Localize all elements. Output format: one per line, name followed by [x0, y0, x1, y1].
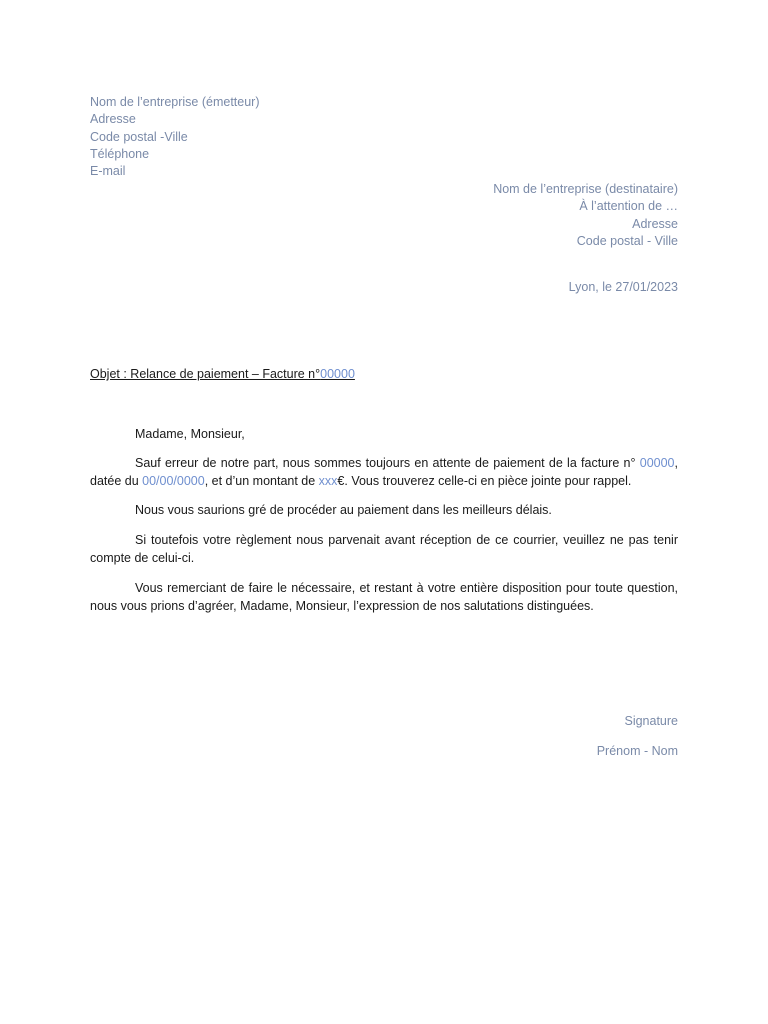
recipient-company: Nom de l’entreprise (destinataire) — [493, 182, 678, 196]
salutation-text: Madame, Monsieur, — [135, 427, 245, 441]
paragraph-1-amount: xxx — [318, 474, 338, 488]
recipient-address: Adresse — [632, 217, 678, 231]
sender-postal-city: Code postal -Ville — [90, 130, 188, 144]
subject-label: Objet : Relance de paiement – Facture n° — [90, 367, 321, 381]
sender-address: Adresse — [90, 112, 136, 126]
subject-invoice-number: 00000 — [320, 367, 355, 381]
paragraph-1-invoice-number: 00000 — [639, 456, 675, 470]
signature-label: Signature — [624, 714, 678, 728]
paragraph-2-text: Nous vous saurions gré de procéder au paiement dans les meilleurs délais. — [135, 503, 552, 517]
paragraph-4-text: Vous remerciant de faire le nécessaire, et restant à votre entière disposition pour toute question, nous vous prions d’agréer, Madame, Monsieur, l’expression de nos salutations distinguées. — [90, 581, 678, 613]
paragraph-1-text-b: , datée du — [90, 456, 678, 488]
sender-phone: Téléphone — [90, 147, 150, 161]
paragraph-1-invoice-date: 00/00/0000 — [142, 474, 205, 488]
sender-company: Nom de l’entreprise (émetteur) — [90, 95, 260, 109]
recipient-postal-city: Code postal - Ville — [576, 234, 678, 248]
paragraph-3 — [90, 531, 678, 567]
recipient-attention: À l’attention de … — [579, 199, 678, 213]
paragraph-2 — [90, 501, 678, 519]
paragraph-1-text-a: Sauf erreur de notre part, nous sommes toujours en attente de paiement de la facture n° — [135, 456, 640, 470]
paragraph-4 — [90, 579, 678, 615]
subject-line — [90, 366, 355, 383]
signature-name: Prénom - Nom — [596, 744, 678, 758]
salutation — [90, 425, 678, 443]
place-date: Lyon, le 27/01/2023 — [568, 280, 678, 294]
paragraph-3-text: Si toutefois votre règlement nous parvenait avant réception de ce courrier, veuillez ne pas tenir compte de celui-ci. — [90, 533, 678, 565]
paragraph-1 — [90, 454, 678, 490]
paragraph-1-text-d: €. Vous trouverez celle-ci en pièce jointe pour rappel. — [337, 474, 632, 488]
sender-email: E-mail — [90, 164, 126, 178]
paragraph-1-text-c: , et d’un montant de — [204, 474, 319, 488]
